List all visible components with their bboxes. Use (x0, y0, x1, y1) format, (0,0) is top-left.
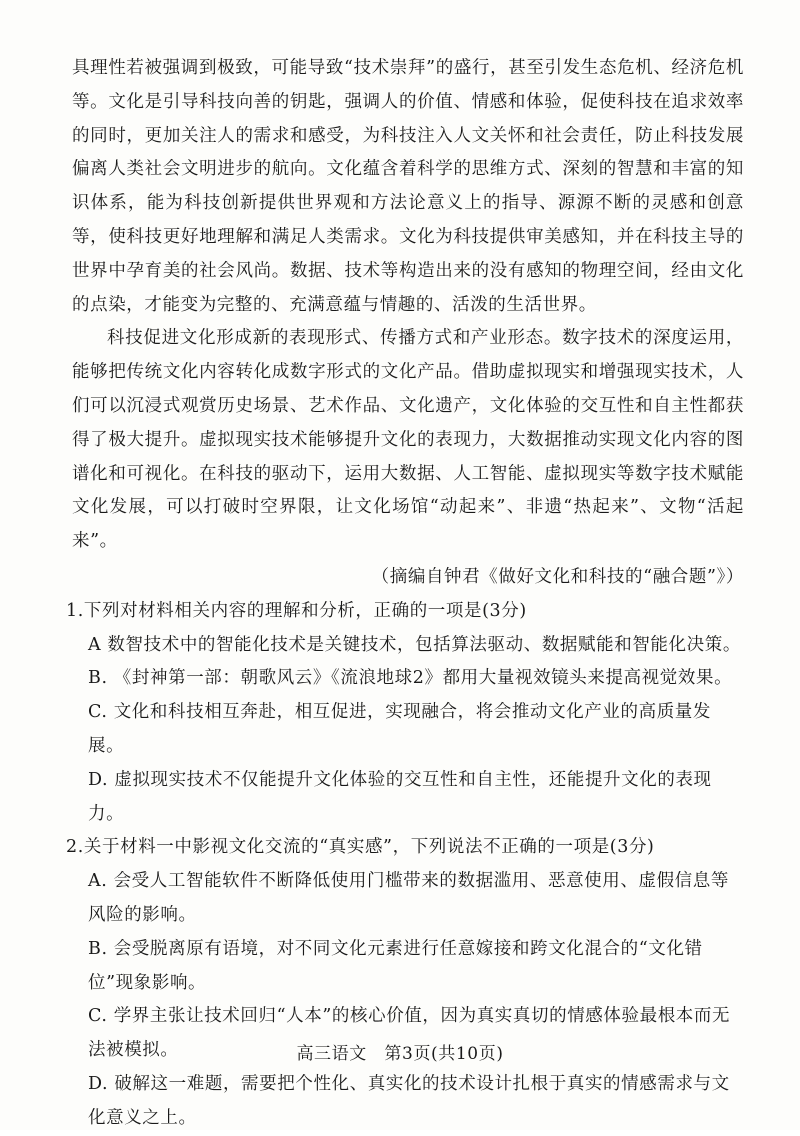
option-b[interactable] (88, 662, 744, 696)
option-text: 《封神第一部：朝歌风云》《流浪地球2》都用大量视效镜头来提高视觉效果。 (113, 668, 733, 689)
option-text: 学界主张让技术回归“人本”的核心价值，因为真实真切的情感体验最根本而无法被模拟。 (88, 1006, 731, 1061)
option-letter: D. (88, 1073, 109, 1094)
passage-paragraph-1: 具理性若被强调到极致，可能导致“技术崇拜”的盛行，甚至引发生态危机、经济危机等。文化是引导科技向善的钥匙，强调人的价值、情感和体验，促使科技在追求效率的同时，更加关注人的需求和感受，为科技注入人文关怀和社会责任，防止科技发展偏离人类社会文明进步的航向。文化蕴含着科学的思维方式、深刻的智慧和丰富的知识体系，能为科技创新提供世界观和方法论意义上的指导、源源不断的灵感和创意等，使科技更好地理解和满足人类需求。文化为科技提供审美感知，并在科技主导的世界中孕育美的社会风尚。数据、技术等构造出来的没有感知的物理空间，经由文化的点染，才能变为完整的、充满意蕴与情趣的、活泼的生活世界。 (72, 58, 744, 315)
option-letter: C. (88, 702, 108, 723)
option-c[interactable] (88, 696, 744, 764)
option-text: 数智技术中的智能化技术是关键技术，包括算法驱动、数据赋能和智能化决策。 (107, 634, 741, 655)
option-letter: B. (88, 668, 108, 689)
page-footer: 高三语文 第3页(共10页) (296, 1044, 504, 1064)
option-letter: D. (88, 769, 109, 790)
option-b[interactable] (88, 933, 744, 1001)
option-letter: A (88, 634, 102, 655)
option-text: 会受人工智能软件不断降低使用门槛带来的数据滥用、恶意使用、虚假信息等风险的影响。 (88, 871, 729, 925)
option-letter: C. (88, 1006, 108, 1027)
question-stem: 2.关于材料一中影视文化交流的“真实感”，下列说法不正确的一项是(3分) (66, 837, 655, 858)
option-text: 虚拟现实技术不仅能提升文化体验的交互性和自主性，还能提升文化的表现力。 (88, 769, 712, 824)
question-2 (66, 831, 744, 1135)
option-d[interactable] (88, 764, 744, 832)
option-letter: A. (88, 871, 108, 892)
option-text: 破解这一难题，需要把个性化、真实化的技术设计扎根于真实的情感需求与文化意义之上。 (88, 1073, 730, 1128)
passage-paragraph-2: 科技促进文化形成新的表现形式、传播方式和产业形态。数字技术的深度运用，能够把传统文化内容转化成数字形式的文化产品。借助虚拟现实和增强现实技术，人们可以沉浸式观赏历史场景、艺术作品、文化遗产，文化体验的交互性和自主性都获得了极大提升。虚拟现实技术能够提升文化的表现力，大数据推动实现文化内容的图谱化和可视化。在科技的驱动下，运用大数据、人工智能、虚拟现实等数字技术赋能文化发展，可以打破时空界限，让文化场馆“动起来”、非遗“热起来”、文物“活起来”。 (72, 328, 744, 552)
option-letter: B. (88, 938, 108, 959)
option-text: 文化和科技相互奔赴，相互促进，实现融合，将会推动文化产业的高质量发展。 (88, 702, 712, 756)
passage-source: （摘编自钟君《做好文化和科技的“融合题”》） (371, 566, 744, 587)
question-1 (66, 595, 744, 832)
option-text: 会受脱离原有语境，对不同文化元素进行任意嫁接和跨文化混合的“文化错位”现象影响。 (88, 938, 703, 993)
option-d[interactable] (88, 1068, 744, 1136)
option-a[interactable] (88, 629, 744, 663)
question-stem: 1.下列对材料相关内容的理解和分析，正确的一项是(3分) (66, 600, 527, 621)
option-a[interactable] (88, 865, 744, 933)
page-content (66, 52, 744, 1136)
